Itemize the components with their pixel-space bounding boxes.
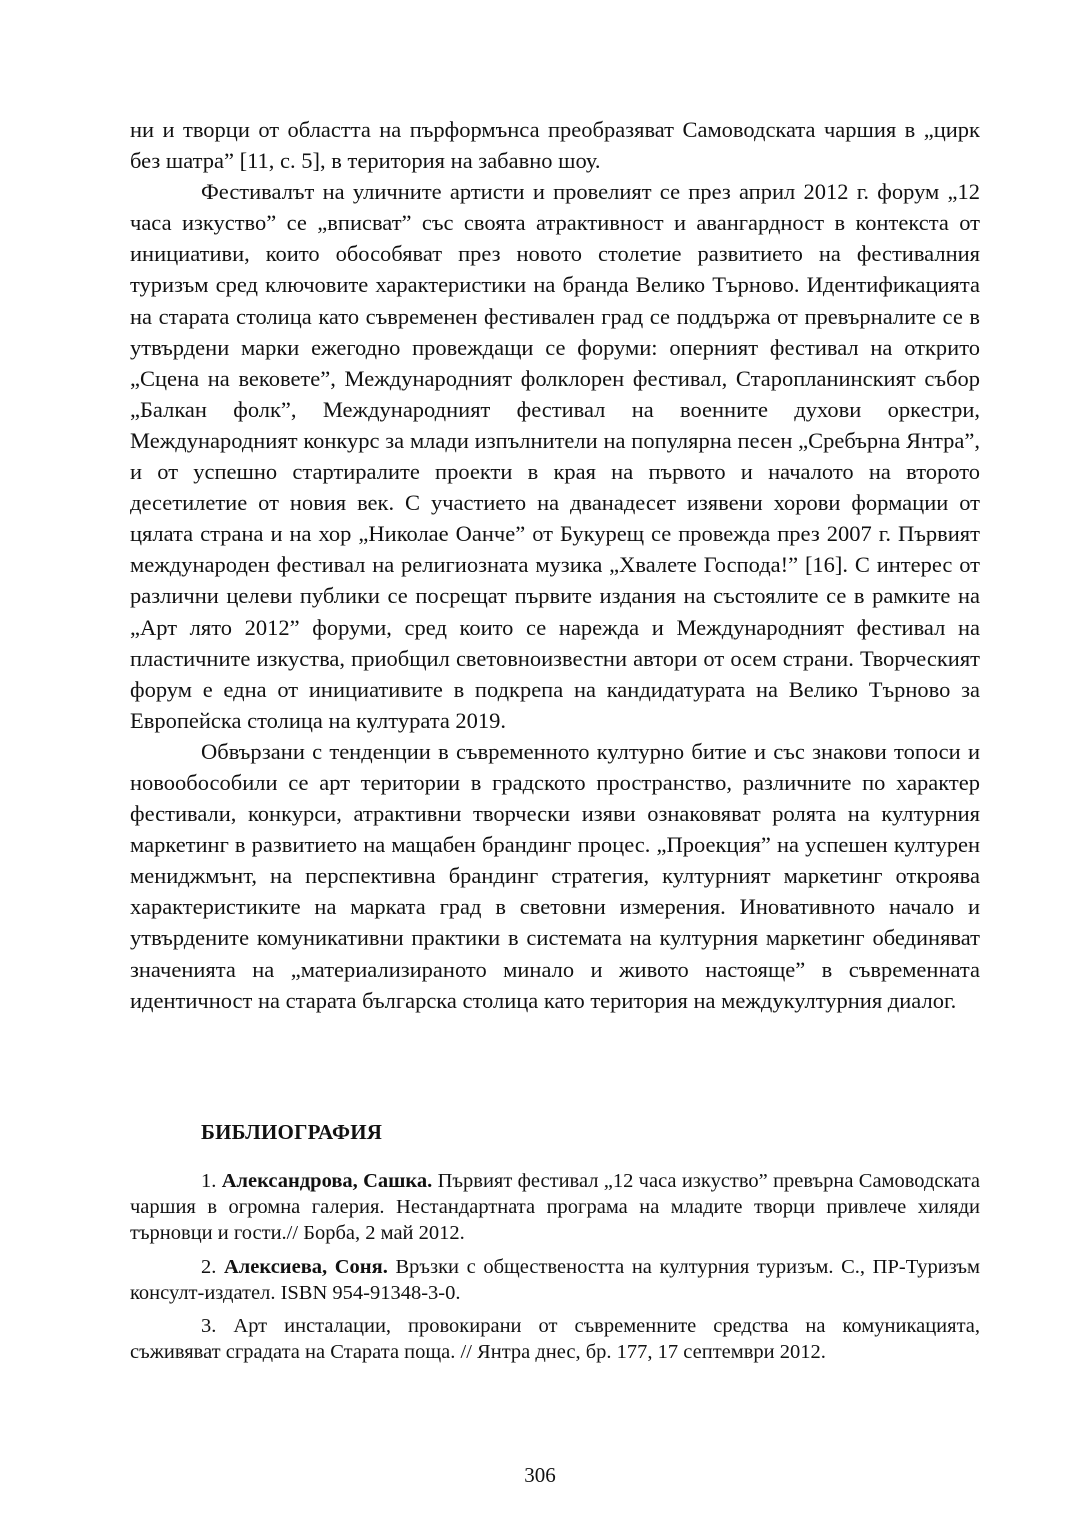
bibliography-item-text: Връзки с обществеността на културния туризъм. С., ПР-Туризъм консулт-издател. ISBN 954-91348-3-0. xyxy=(130,1255,980,1304)
bibliography-item-author: Алексиева, Соня. xyxy=(223,1255,388,1278)
bibliography-item xyxy=(130,1254,980,1306)
bibliography-heading: БИБЛИОГРАФИЯ xyxy=(201,1120,383,1144)
bibliography-item xyxy=(130,1313,980,1365)
bibliography-item-text: Първият фестивал „12 часа изкуство” превърна Самоводската чаршия в огромна галерия. Нестандартната програма на младите творци привлече хиляди търновци и гости.// Борба, 2 май 2012. xyxy=(130,1170,981,1245)
paragraph-conclusion: Обвързани с тенденции в съвременното културно битие и със знакови топоси и новообособили се арт територии в градското пространство, различните по характер фестивали, конкурси, атрактивни творчески изяви ознаковяват ролята на културния маркетинг в развитието на мащабен брандинг процес. „Проекция” на успешен културен мениджмънт, на перспективна брандинг стратегия, културният маркетинг откроява характеристиките на марката град в световни измерения. Иновативното начало и утвърдените комуникативни практики в системата на културния маркетинг обединяват значенията на „материализираното минало и живото настояще” в съвременната идентичност на старата българска столица като територия на междукултурния диалог. xyxy=(130,738,980,1013)
bibliography-item-text: Арт инсталации, провокирани от съвременните средства на комуникацията, съживяват сградата на Старата поща. // Янтра днес, бр. 177, 17 септември 2012. xyxy=(130,1315,981,1364)
bibliography-item xyxy=(130,1168,980,1247)
bibliography-list xyxy=(130,1168,980,1372)
paragraph-continuation: ни и творци от областта на пърформънса преобразяват Самоводската чаршия в „цирк без шатра” [11, с. 5], в територия на забавно шоу. xyxy=(130,117,980,174)
bibliography-item-number: 3. xyxy=(201,1315,217,1338)
bibliography-item-number: 2. xyxy=(201,1255,217,1278)
bibliography-item-number: 1. xyxy=(201,1170,217,1192)
bibliography-item-author: Александрова, Сашка. xyxy=(221,1170,433,1192)
paragraph-festivals: Фестивалът на уличните артисти и провелият се през април 2012 г. форум „12 часа изкуство” се „вписват” със своята атрактивност и авангардност в контекста от инициативи, които обособяват през новото столетие развитието на фестивалния туризъм сред ключовите характеристики на бранда Велико Търново. Идентификацията на старата столица като съвременен фестивален град се поддържа от превърналите се в утвърдени марки ежегодно провеждащи се форуми: оперният фестивал на открито „Сцена на вековете”, Международният фолклорен фестивал, Старопланинският събор „Балкан фолк”, Международният фестивал на военните духови оркестри, Международният конкурс за млади изпълнители на популярна песен „Сребърна Янтра”, и от успешно стартиралите проекти в края на първото и началото на второто десетилетие от новия век. С участието на дванадесет изявени хорови формации от цялата страна и на хор „Николае Оанче” от Букурещ се провежда през 2007 г. Първият международен фестивал на религиозната музика „Хвалете Господа!” [16]. С интерес от различни целеви публики се посрещат първите издания на състоялите се в рамките на „Арт лято 2012” форуми, сред които се нарежда и Международният фестивал на пластичните изкуства, приобщил световноизвестни автори от осем страни. Творческият форум е една от инициативите в подкрепа на кандидатурата на Велико Търново за Европейска столица на културата 2019. xyxy=(130,179,980,733)
page-number: 306 xyxy=(524,1463,556,1487)
body-text xyxy=(130,114,980,1016)
